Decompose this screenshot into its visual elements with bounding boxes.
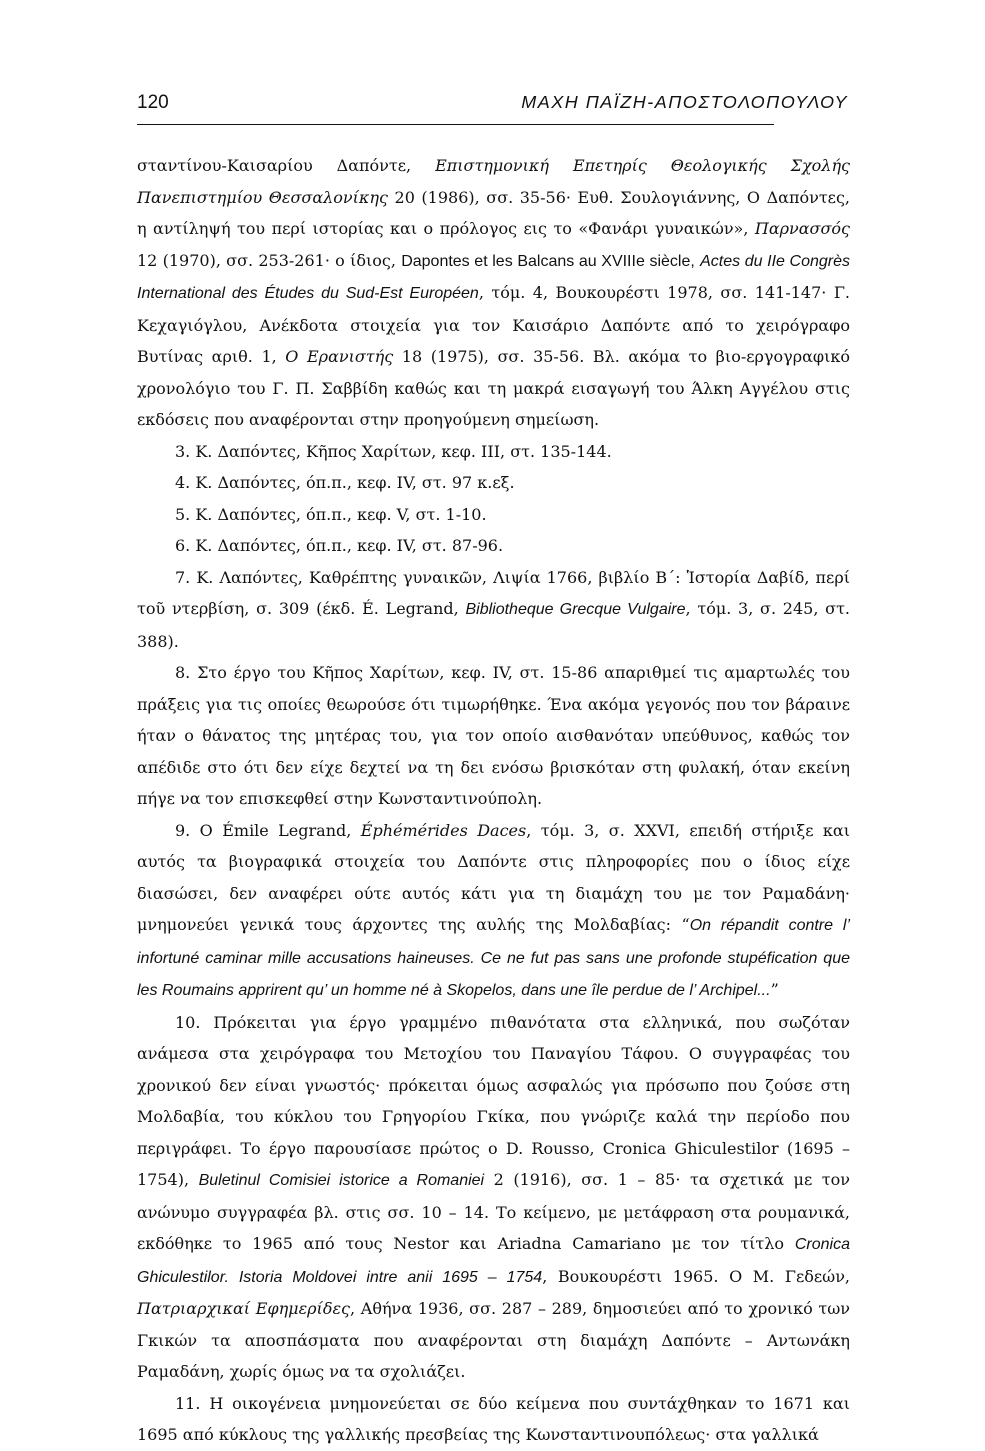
article-title: Dapontes et les Balcans au XVIIIe siècle, [401, 252, 695, 270]
running-title: ΜΑΧΗ ΠΑΪΖΗ-ΑΠΟΣΤΟΛΟΠΟΥΛΟΥ [521, 92, 848, 112]
text-run: 9. Ο Émile Legrand, [175, 820, 361, 840]
footnote-10 [137, 1007, 850, 1388]
footnote-4: 4. Κ. Δαπόντες, όπ.π., κεφ. IV, στ. 97 κ.εξ. [175, 473, 515, 492]
footnote-continuation [137, 150, 850, 436]
text-run: , Βουκουρέστι 1965. Ο Μ. Γεδεών, [542, 1266, 851, 1286]
page-header [137, 92, 850, 120]
journal-title: Επιστημονική Επετηρίς Θεολογικής Σχολής Πανεπιστημίου Θεσσαλονίκης [137, 156, 850, 207]
text-run: 20 (1986), σσ. 35-56· Ευθ. Σουλογιάννης, Ο Δαπόντες, η αντίληψή του περί ιστορίας και ο πρόλογος εις το «Φανάρι γυναικών», [137, 187, 851, 238]
book-title: Éphémérides Daces [360, 820, 527, 840]
journal-title: Ο Ερανιστής [285, 347, 394, 366]
footnote-6: 6. Κ. Δαπόντες, όπ.π., κεφ. IV, στ. 87-96. [175, 536, 504, 555]
text-run: , τόμ. 4, Βουκουρέστι 1978, σσ. 141-147· Γ. Κεχαγιόγλου, Ανέκδοτα στοιχεία για τον Καισάριο Δαπόντε από το χειρόγραφο Βυτίνας αριθ. 1, [137, 283, 851, 366]
text-run: 12 (1970), σσ. 253-261· ο ίδιος, [137, 250, 402, 270]
book-title: Πατριαρχικαί Εφημερίδες [137, 1299, 351, 1318]
footnotes-body [137, 150, 850, 1451]
book-title: Cronica Ghiculestilor. Istoria Moldovei intre anii 1695 – 1754 [137, 1236, 850, 1286]
footnote-5: 5. Κ. Δαπόντες, όπ.π., κεφ. V, στ. 1-10. [175, 504, 487, 524]
text-run: 10. Πρόκειται για έργο γραμμένο πιθανότατα στα ελληνικά, που σωζόταν ανάμεσα στα χειρόγραφα του Μετοχίου του Παναγίου Τάφου. Ο συγγραφέας του χρονικού δεν είναι γνωστός· πρόκειται όμως ασφαλώς για πρόσωπο που ζούσε στη Μολδαβία, του κύκλου του Γρηγορίου Γκίκα, που γνώριζε καλά την περίοδο που περιγράφει. Το έργο παρουσίασε πρώτος ο D. Rousso, Cronica Ghiculestilor (1695 – 1754), [137, 1012, 850, 1189]
footnote-3: 3. Κ. Δαπόντες, Κῆπος Χαρίτων, κεφ. III, στ. 135-144. [175, 441, 612, 461]
text-run: , Αθήνα 1936, σσ. 287 – 289, δημοσιεύει από το χρονικό των Γκικών τα αποσπάσματα που αναφέρονται στη διαμάχη Δαπόντε – Αντωνάκη Ραμαδάνη, χωρίς όμως να τα σχολιάζει. [137, 1299, 851, 1381]
journal-title: Actes du IIe Congrès International des Études du Sud-Est Européen [137, 252, 851, 302]
footnote-11: 11. Η οικογένεια μνημονεύεται σε δύο κείμενα που συντάχθηκαν το 1671 και 1695 από κύκλους της γαλλικής πρεσβείας της Κωνσταντινουπόλεως· στα γαλλικά [137, 1393, 850, 1444]
text-run: , τόμ. 3, σ. XXVI, επειδή στήριξε και αυτός τα βιογραφικά στοιχεία του Δαπόντε στις πληροφορίες που ο ίδιος είχε διασώσει, δεν αναφέρει ούτε αυτός κάτι για τη διαμάχη του με τον Ραμαδάνη· μνημονεύει γενικά τους άρχοντες της αυλής της Μολδαβίας: “ [137, 820, 851, 934]
text-run: 7. Κ. Λαπόντες, Καθρέπτης γυναικῶν, Λιψία 1766, βιβλίο Β΄: Ἱστορία Δαβίδ, περί τοῦ ντερβίση, σ. 309 (έκδ. É. Legrand, [137, 567, 850, 618]
text-run: σταντίνου-Καισαρίου Δαπόντε, [137, 156, 436, 175]
book-title: Bibliotheque Grecque Vulgaire [465, 601, 686, 618]
footnote-9 [137, 815, 850, 1007]
journal-title: Παρνασσός [754, 219, 850, 238]
footnote-7 [137, 562, 850, 658]
header-rule [137, 124, 774, 125]
text-run: 18 (1975), σσ. 35-56. Βλ. ακόμα το βιο-εργογραφικό χρονολόγιο του Γ. Π. Σαββίδη καθώς και τη μακρά εισαγωγή του Άλκη Αγγέλου στις εκδόσεις που αναφέρονται στην προηγούμενη σημείωση. [137, 347, 851, 429]
text-run: ” [770, 980, 779, 999]
journal-title: Buletinul Comisiei istorice a Romaniei [198, 1172, 485, 1189]
text-run: 2 (1916), σσ. 1 – 85· τα σχετικά με τον ανώνυμο συγγραφέα βλ. στις σσ. 10 – 14. Το κείμενο, με μετάφραση στα ρουμανικά, εκδόθηκε το 1965 από τους Nestor και Ariadna Camariano με τον τίτλο [137, 1170, 850, 1253]
french-quotation: On répandit contre l’ infortuné caminar mille accusations haineuses. Ce ne fut pas sans une profonde stupéfication que les Roumains apprirent qu’ un homme né à Skopelos, dans une île perdue de l’ Archipel... [137, 917, 850, 999]
page-number: 120 [137, 92, 169, 113]
text-run: , τόμ. 3, σ. 245, στ. 388). [137, 599, 850, 651]
footnote-8: 8. Στο έργο του Κῆπος Χαρίτων, κεφ. IV, στ. 15-86 απαριθμεί τις αμαρτωλές του πράξεις για τις οποίες θεωρούσε ότι τιμωρήθηκε. Ένα ακόμα γεγονός που τον βάραινε ήταν ο θάνατος της μητέρας του, για τον οποίο αισθανόταν υπεύθυνος, καθώς τον απέδιδε στο ότι δεν είχε δεχτεί να τη δει ενόσω βρισκόταν στη φυλακή, όταν εκείνη πήγε να τον επισκεφθεί στην Κωνσταντινούπολη. [137, 663, 850, 808]
